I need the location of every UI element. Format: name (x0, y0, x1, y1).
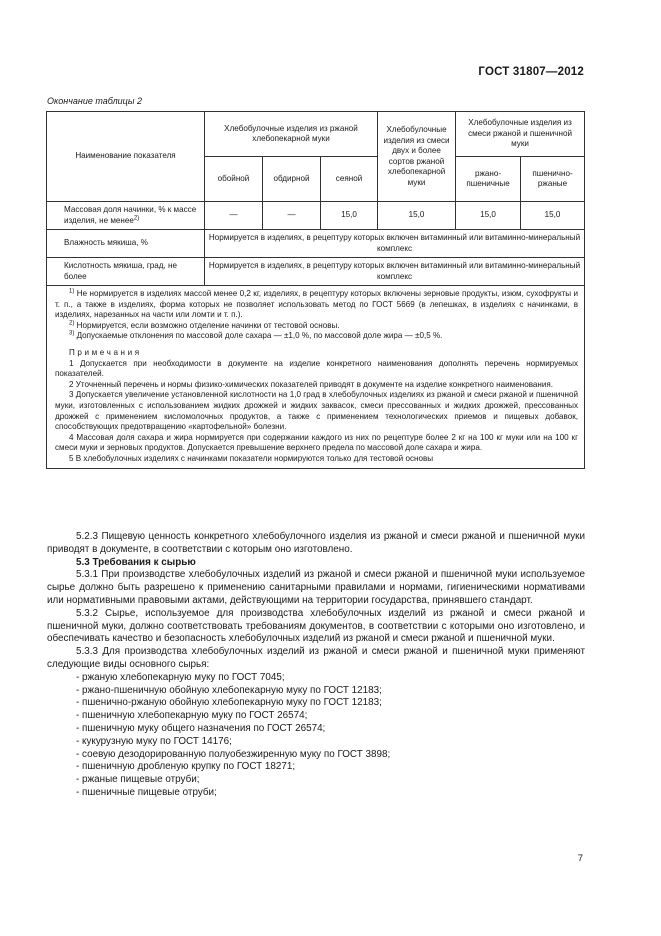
header-sub-obdirnoy: обдирной (263, 157, 321, 202)
cell-value: 15,0 (321, 202, 378, 230)
row-acidity-param: Кислотность мякиша, град, не более (47, 258, 205, 286)
list-item: - кукурузную муку по ГОСТ 14176; (76, 735, 232, 747)
header-rye-wheat-group: Хлебобулочные изделия из смеси ржаной и пшеничной муки (456, 112, 585, 157)
cell-merged-note: Нормируется в изделиях, в рецептуру которых включен витаминный или витаминно-минеральный комплекс (205, 230, 585, 258)
body-text (47, 531, 585, 800)
table-row (47, 230, 585, 258)
list-item: - ржаные пищевые отруби; (76, 774, 200, 786)
note-3: 3 Допускается увеличение установленной кислотности на 1,0 град в хлебобулочных изделиях из ржаной и смеси ржаной и пшеничной муки, изготовленных с использованием жидких дрожжей и жидких заквасок, смеси прессованных и жидких дрожжей, прессованных дрожжей с применением кисломолочных продуктов, а также с применением технологических приемов и пищевых добавок, способствующих предотвращению «картофельной» болезни. (55, 390, 579, 432)
header-mixed-rye-sorts: Хлебобулочные изделия из смеси двух и более сортов ржаной хлебопекарной муки (378, 112, 456, 202)
paragraph-5-3-1: 5.3.1 При производстве хлебобулочных изделий из ржаной и смеси ржаной и пшеничной муки используемое сырье должно быть разрешено к применению санитарными правилами и нормами, гигиеническими нормативами или нормативными правовыми актами, действующими на территории государства, принявшего стандарт. (47, 569, 585, 606)
indicators-table (46, 111, 585, 469)
header-sub-oboynoy: обойной (205, 157, 263, 202)
note-4: 4 Массовая доля сахара и жира нормируется при содержании каждого из них по рецептуре более 2 кг на 100 кг муки или на 100 кг смеси муки и зерновых продуктов. Допускается превышение верхнего предела по массовой доле сахара и жира. (55, 432, 579, 453)
list-item: - пшеничные пищевые отруби; (76, 786, 217, 798)
header-sub-wheat-rye: пшенично-ржаные (521, 157, 585, 202)
header-rye-flour-group: Хлебобулочные изделия из ржаной хлебопекарной муки (205, 112, 378, 157)
header-sub-rye-wheat: ржано-пшеничные (456, 157, 521, 202)
note-1: 1 Допускается при необходимости в документе на изделие конкретного наименования дополнять перечень нормируемых показателей. (55, 358, 579, 379)
table-row (47, 258, 585, 286)
list-item: - ржано-пшеничную обойную хлебопекарную муку по ГОСТ 12183; (76, 684, 382, 696)
table-caption: Окончание таблицы 2 (47, 96, 142, 106)
list-item: - пшеничную муку общего назначения по ГОСТ 26574; (76, 722, 326, 734)
header-sub-seyanoy: сеяной (321, 157, 378, 202)
footnote-1: $^{1)}$ Не нормируется в изделиях массой менее 0,2 кг, изделиях, в рецептуру которых включены зерновые продукты, изюм, сухофрукты и т. п., а также в изделиях, форма которых не позволяет использовать метод по ГОСТ 5669 (в лепешках, в изделиях с начинками, в изделиях, нарезанных на части или ломти и т. п.). (55, 288, 579, 320)
footnote-2: $^{2)}$ Нормируется, если возможно отделение начинки от тестовой основы. (69, 320, 340, 330)
raw-materials-list (47, 672, 585, 800)
row-filling-param: Массовая доля начинки, % к массе изделия, не менее$^{2)}$ (47, 202, 205, 230)
paragraph-5-3-2: 5.3.2 Сырье, используемое для производства хлебобулочных изделий из ржаной и смеси ржаной и пшеничной муки, должно соответствовать требованиям документов, в соответствии с которыми оно изготовлено, и обеспечивать качество и безопасность хлебобулочных изделий из ржаной и смеси ржаной и пшеничной муки. (47, 607, 585, 645)
page-number: 7 (577, 853, 583, 864)
table-notes (47, 286, 585, 469)
row-moisture-param: Влажность мякиша, % (47, 230, 205, 258)
cell-merged-note: Нормируется в изделиях, в рецептуру которых включен витаминный или витаминно-минеральный комплекс (205, 258, 585, 286)
cell-value: 15,0 (456, 202, 521, 230)
cell-value: — (263, 202, 321, 230)
paragraph-5-3-3: 5.3.3 Для производства хлебобулочных изделий из ржаной и смеси ржаной и пшеничной муки применяют следующие виды основного сырья: (47, 646, 585, 670)
list-item: - пшенично-ржаную обойную хлебопекарную муку по ГОСТ 12183; (76, 697, 382, 709)
cell-value: — (205, 202, 263, 230)
document-number: ГОСТ 31807—2012 (478, 66, 584, 78)
cell-value: 15,0 (378, 202, 456, 230)
list-item: - пшеничную хлебопекарную муку по ГОСТ 26574; (76, 710, 308, 722)
footnote-3: $^{3)}$ Допускаемые отклонения по массовой доле сахара — ±1,0 %, по массовой доле жира — ±0,5 %. (69, 330, 443, 341)
notes-title: Примечания (69, 347, 142, 357)
cell-value: 15,0 (521, 202, 585, 230)
paragraph-5-2-3: 5.2.3 Пищевую ценность конкретного хлебобулочного изделия из ржаной и смеси ржаной и пшеничной муки приводят в документе, в соответствии с которым оно изготовлено. (47, 531, 585, 555)
header-parameter: Наименование показателя (47, 112, 205, 202)
section-heading-5-3: 5.3 Требования к сырью (76, 556, 196, 568)
list-item: - пшеничную дробленую крупку по ГОСТ 18271; (76, 761, 296, 773)
note-2: 2 Уточненный перечень и нормы физико-химических показателей приводят в документе на изделие конкретного наименования. (69, 379, 554, 389)
list-item: - соевую дезодорированную полуобезжиренную муку по ГОСТ 3898; (76, 748, 391, 760)
table-row (47, 202, 585, 230)
note-5: 5 В хлебобулочных изделиях с начинками показатели нормируются только для тестовой основы (69, 453, 434, 463)
list-item: - ржаную хлебопекарную муку по ГОСТ 7045; (76, 671, 285, 683)
